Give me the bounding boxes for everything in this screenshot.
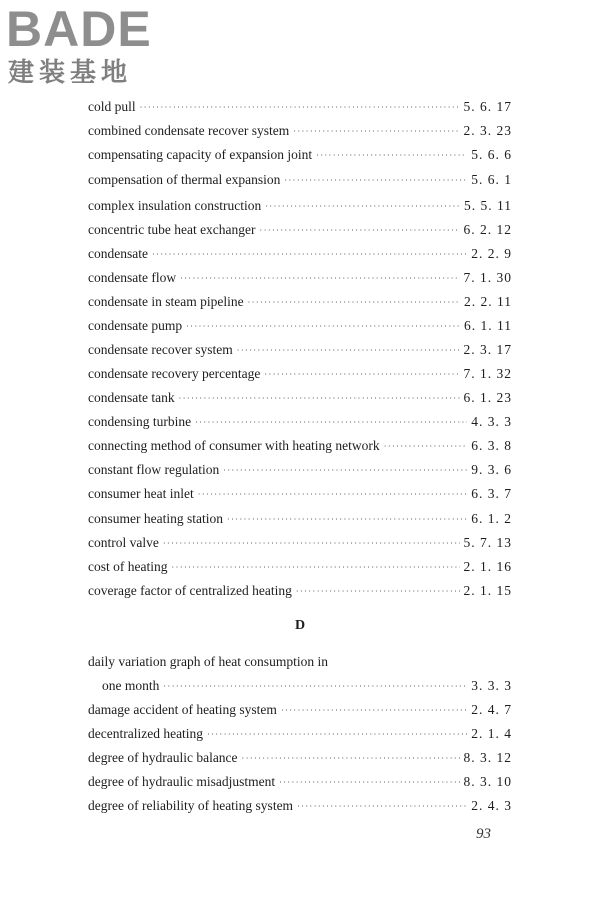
entry-ref: 6. 3. 7 (471, 486, 512, 501)
index-entry (88, 388, 512, 408)
entry-term: connecting method of consumer with heating network (88, 438, 380, 453)
entry-ref: 2. 3. 23 (463, 123, 512, 138)
index-entry (88, 97, 512, 117)
leader-dots (198, 485, 468, 505)
entry-ref: 5. 7. 13 (463, 535, 512, 550)
leader-dots (223, 461, 467, 481)
leader-dots (171, 558, 459, 578)
entry-ref: 6. 1. 11 (464, 318, 512, 333)
entry-term: compensating capacity of expansion joint (88, 147, 313, 162)
index-entry (88, 364, 512, 384)
entry-ref: 9. 3. 6 (471, 462, 512, 477)
index-entry (88, 436, 512, 456)
entry-term: one month (102, 678, 160, 693)
leader-dots (163, 534, 460, 554)
index-entry (88, 170, 512, 190)
index-entry (88, 796, 512, 816)
entry-ref: 8. 3. 10 (463, 774, 512, 789)
page-number: 93 (476, 826, 491, 842)
entry-term: cold pull (88, 99, 136, 114)
entry-ref: 2. 1. 4 (471, 726, 512, 741)
entry-ref: 5. 6. 17 (463, 99, 512, 114)
entry-ref: 3. 3. 3 (471, 678, 512, 693)
entry-term: degree of hydraulic misadjustment (88, 774, 276, 789)
index-entry (102, 676, 512, 696)
entry-term: coverage factor of centralized heating (88, 583, 292, 598)
leader-dots (248, 293, 460, 313)
entry-ref: 2. 4. 7 (471, 702, 512, 717)
leader-dots (281, 701, 467, 721)
leader-dots (179, 389, 460, 409)
leader-dots (260, 221, 460, 241)
entry-term: damage accident of heating system (88, 702, 277, 717)
logo-subtitle: 建装基地 (8, 58, 133, 88)
entry-term: complex insulation construction (88, 198, 262, 213)
leader-dots (237, 341, 460, 361)
leader-dots (279, 773, 459, 793)
index-entry (88, 244, 512, 264)
entry-ref: 5. 6. 1 (471, 172, 512, 187)
entry-ref: 7. 1. 30 (463, 270, 512, 285)
entry-ref: 4. 3. 3 (471, 414, 512, 429)
entry-ref: 2. 2. 9 (471, 246, 512, 261)
index-entry (88, 772, 512, 792)
entry-ref: 6. 2. 12 (463, 222, 512, 237)
entry-term: combined condensate recover system (88, 123, 290, 138)
entry-ref: 6. 1. 2 (471, 511, 512, 526)
entry-term: degree of hydraulic balance (88, 750, 238, 765)
leader-dots (384, 437, 468, 457)
leader-dots (195, 413, 467, 433)
index-entry (88, 340, 512, 360)
entry-term: condensate recovery percentage (88, 366, 261, 381)
entry-ref: 2. 2. 11 (464, 294, 512, 309)
leader-dots (316, 146, 467, 166)
entry-term: compensation of thermal expansion (88, 172, 281, 187)
entry-ref: 2. 1. 15 (463, 583, 512, 598)
index-entry (88, 145, 512, 165)
entry-term: control valve (88, 535, 159, 550)
leader-dots (186, 317, 460, 337)
entry-ref: 6. 3. 8 (471, 438, 512, 453)
leader-dots (264, 365, 459, 385)
index-entry (88, 121, 512, 141)
index-entry (88, 412, 512, 432)
leader-dots (284, 171, 467, 191)
leader-dots (207, 725, 467, 745)
entry-term-first-line: daily variation graph of heat consumption in (88, 654, 328, 669)
index-entry (88, 220, 512, 240)
leader-dots (297, 797, 467, 817)
index-entry (88, 581, 512, 601)
index-entry (88, 316, 512, 336)
index-entry (88, 724, 512, 744)
index-entry (88, 509, 512, 529)
index-entry (88, 484, 512, 504)
leader-dots (180, 269, 459, 289)
leader-dots (242, 749, 460, 769)
leader-dots (265, 197, 460, 217)
leader-dots (152, 245, 467, 265)
entry-ref: 2. 1. 16 (463, 559, 512, 574)
entry-ref: 6. 1. 23 (463, 390, 512, 405)
entry-term: condensing turbine (88, 414, 192, 429)
entry-term: degree of reliability of heating system (88, 798, 294, 813)
leader-dots (227, 510, 467, 530)
index-entry (88, 292, 512, 312)
entry-term: consumer heating station (88, 511, 223, 526)
index-entry (88, 700, 512, 720)
leader-dots (293, 122, 459, 142)
index-entry (88, 460, 512, 480)
leader-dots (140, 98, 460, 118)
entry-term: cost of heating (88, 559, 168, 574)
entry-ref: 7. 1. 32 (463, 366, 512, 381)
entry-term: condensate recover system (88, 342, 233, 357)
entry-term: constant flow regulation (88, 462, 220, 477)
entry-term: condensate in steam pipeline (88, 294, 244, 309)
entry-term: concentric tube heat exchanger (88, 222, 256, 237)
entry-term: condensate tank (88, 390, 175, 405)
entry-term: consumer heat inlet (88, 486, 194, 501)
entry-term: condensate pump (88, 318, 183, 333)
entry-ref: 2. 3. 17 (463, 342, 512, 357)
entry-ref: 5. 6. 6 (471, 147, 512, 162)
index-entry (88, 557, 512, 577)
index-entry (88, 196, 512, 216)
leader-dots (296, 582, 460, 602)
entry-term: condensate flow (88, 270, 177, 285)
entry-term: condensate (88, 246, 148, 261)
index-entry (88, 748, 512, 768)
section-heading-d: D (294, 618, 306, 633)
leader-dots (163, 677, 467, 697)
index-entry (88, 268, 512, 288)
entry-ref: 2. 4. 3 (471, 798, 512, 813)
index-entry (88, 533, 512, 553)
entry-ref: 8. 3. 12 (463, 750, 512, 765)
logo-brand-text: BADE (6, 1, 152, 57)
entry-term: decentralized heating (88, 726, 204, 741)
entry-ref: 5. 5. 11 (464, 198, 512, 213)
